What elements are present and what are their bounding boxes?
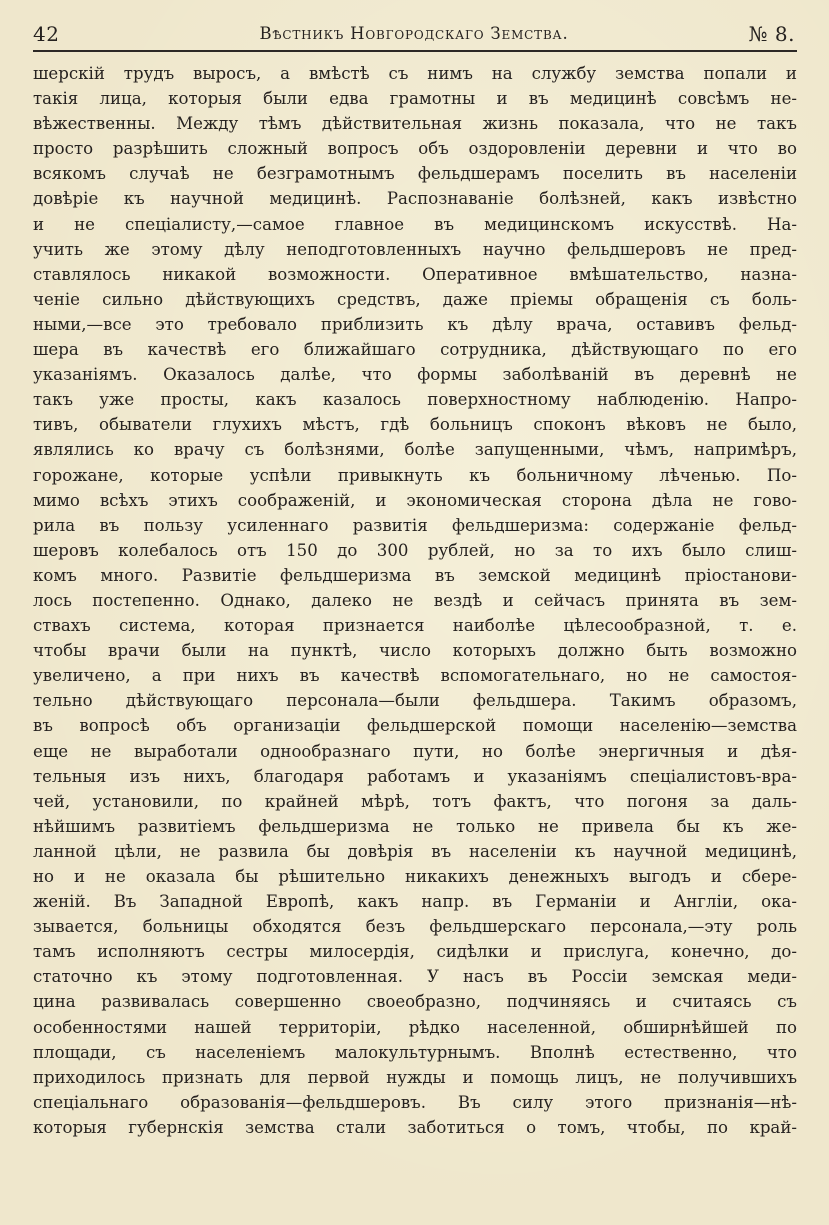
text-line: статочно къ этому подготовленная. У насъ въ Россіи земская меди- — [33, 967, 797, 987]
running-title: Вѣстникъ Новгородскаго Земства. — [259, 24, 569, 43]
text-line: шеровъ колебалось отъ 150 до 300 рублей, но за то ихъ было слиш- — [33, 540, 797, 560]
text-line: просто разрѣшить сложный вопросъ объ оздоровленіи деревни и что во — [33, 139, 797, 159]
text-line: рила въ пользу усиленнаго развитія фельдшеризма: содержаніе фельд- — [33, 515, 797, 535]
text-line: тельныя изъ нихъ, благодаря работамъ и указаніямъ спеціалистовъ-вра- — [33, 766, 797, 786]
running-header — [33, 20, 795, 50]
text-line: ставлялось никакой возможности. Оперативное вмѣшательство, назна- — [33, 264, 797, 284]
text-line: мимо всѣхъ этихъ соображеній, и экономическая сторона дѣла не гово- — [33, 490, 797, 510]
text-line: ченіе сильно дѣйствующихъ средствъ, даже пріемы обращенія съ боль- — [33, 289, 797, 309]
text-line: но и не оказала бы рѣшительно никакихъ денежныхъ выгодъ и сбере- — [33, 867, 797, 886]
text-line: учить же этому дѣлу неподготовленныхъ научно фельдшеровъ не пред- — [33, 239, 797, 259]
text-line: зывается, больницы обходятся безъ фельдшерскаго персонала,—эту роль — [33, 917, 797, 937]
text-line: женій. Въ Западной Европѣ, какъ напр. въ Германіи и Англіи, ока- — [33, 892, 797, 912]
text-line: цина развивалась совершенно своеобразно, подчиняясь и считаясь съ — [33, 992, 797, 1012]
text-line: въ вопросѣ объ организаціи фельдшерской помощи населенію—земства — [33, 716, 797, 736]
text-line: всякомъ случаѣ не безграмотнымъ фельдшерамъ поселить въ населеніи — [33, 164, 797, 184]
text-line: вѣжественны. Между тѣмъ дѣйствительная жизнь показала, что не такъ — [33, 114, 797, 134]
text-line: чтобы врачи были на пунктѣ, число которыхъ должно быть возможно — [33, 641, 797, 661]
header-rule — [33, 50, 797, 52]
text-line: горожане, которые успѣли привыкнуть къ больничному лѣченью. По- — [33, 465, 797, 485]
text-line: нѣйшимъ развитіемъ фельдшеризма не только не привела бы къ же- — [33, 816, 797, 836]
text-line: приходилось признать для первой нужды и помощь лицъ, не получившихъ — [33, 1067, 797, 1087]
text-line: увеличено, а при нихъ въ качествѣ вспомогательнаго, но не самостоя- — [33, 666, 797, 686]
issue-number: № 8. — [748, 22, 795, 46]
text-line: комъ много. Развитіе фельдшеризма въ земской медицинѣ пріостанови- — [33, 565, 797, 585]
text-line: шерскій трудъ выросъ, а вмѣстѣ съ нимъ на службу земства попали и — [33, 64, 797, 83]
text-line: ными,—все это требовало приблизить къ дѣлу врача, оставивъ фельд- — [33, 314, 797, 334]
text-line: площади, съ населеніемъ малокультурнымъ. Вполнѣ естественно, что — [33, 1042, 797, 1062]
text-line: тивъ, обыватели глухихъ мѣстъ, гдѣ больницъ споконъ вѣковъ не было, — [33, 415, 797, 435]
text-line: особенностями нашей территоріи, рѣдко населенной, обширнѣйшей по — [33, 1017, 797, 1037]
text-line: являлись ко врачу съ болѣзнями, болѣе запущенными, чѣмъ, напримѣръ, — [33, 440, 797, 460]
text-line: чей, установили, по крайней мѣрѣ, тотъ фактъ, что погоня за даль- — [33, 791, 797, 811]
text-line: тамъ исполняютъ сестры милосердія, сидѣлки и прислуга, конечно, до- — [33, 942, 797, 962]
text-line: еще не выработали однообразнаго пути, но болѣе энергичныя и дѣя- — [33, 741, 797, 761]
text-line: ланной цѣли, не развила бы довѣрія въ населеніи къ научной медицинѣ, — [33, 841, 797, 861]
text-line: такъ уже просты, какъ казалось поверхностному наблюденію. Напро- — [33, 390, 797, 410]
text-line: шера въ качествѣ его ближайшаго сотрудника, дѣйствующаго по его — [33, 340, 797, 360]
text-line: указаніямъ. Оказалось далѣе, что формы заболѣваній въ деревнѣ не — [33, 365, 797, 385]
page-number: 42 — [33, 22, 60, 46]
text-line: спеціальнаго образованія—фельдшеровъ. Въ силу этого признанія—нѣ- — [33, 1092, 797, 1112]
text-line: и не спеціалисту,—самое главное въ медицинскомъ искусствѣ. На- — [33, 214, 797, 234]
text-line: такія лица, которыя были едва грамотны и въ медицинѣ совсѣмъ не- — [33, 89, 797, 109]
text-line: ствахъ система, которая признается наиболѣе цѣлесообразной, т. е. — [33, 616, 797, 636]
text-line: которыя губернскія земства стали заботиться о томъ, чтобы, по край- — [33, 1117, 797, 1137]
text-line: лось постепенно. Однако, далеко не вездѣ и сейчасъ принята въ зем- — [33, 590, 797, 610]
body-text — [33, 61, 797, 1140]
text-line: тельно дѣйствующаго персонала—были фельдшера. Такимъ образомъ, — [33, 691, 797, 711]
text-line: довѣріе къ научной медицинѣ. Распознаваніе болѣзней, какъ извѣстно — [33, 189, 797, 209]
